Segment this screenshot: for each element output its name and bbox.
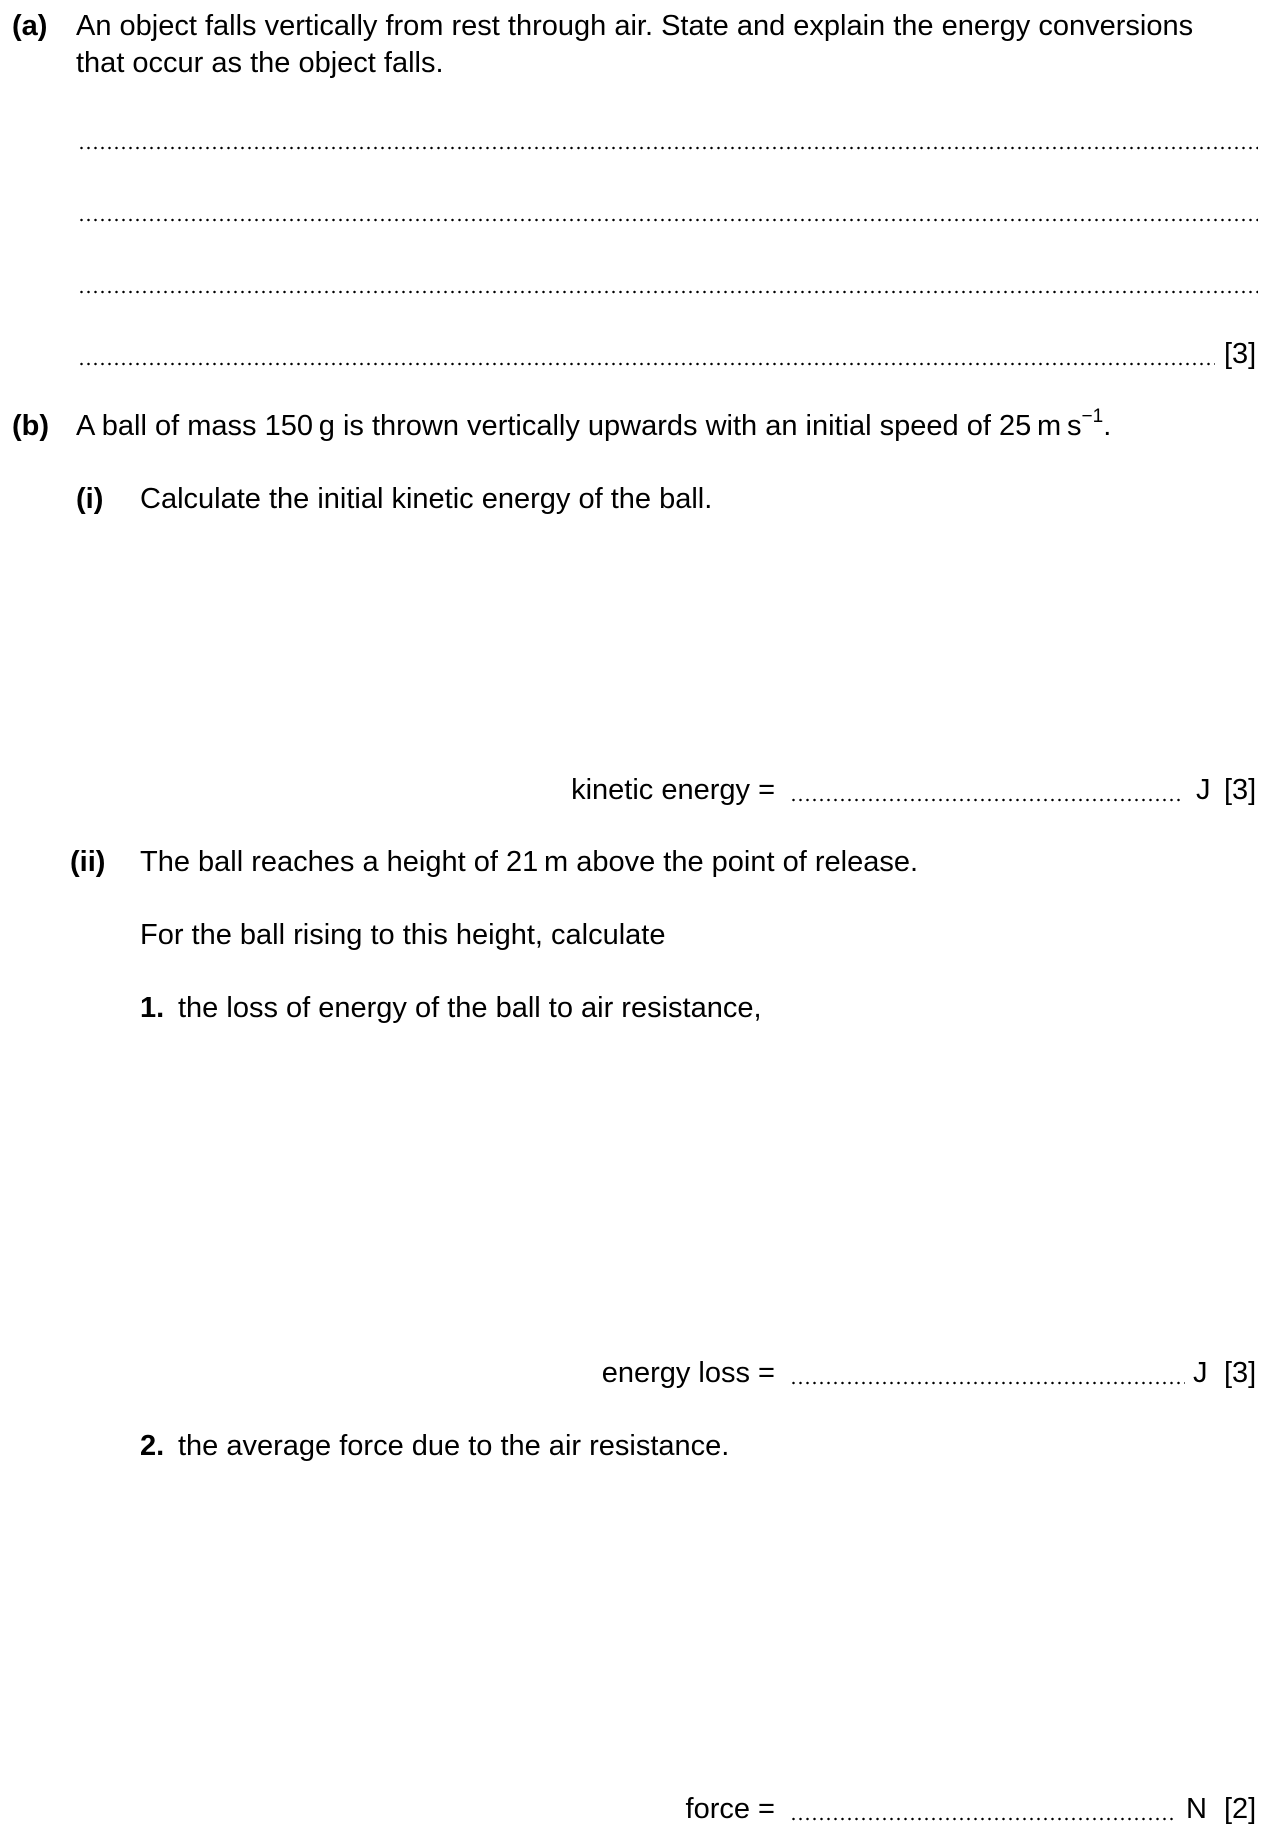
force-unit: N: [1186, 1793, 1207, 1825]
item-2-number: 2.: [140, 1430, 165, 1462]
sub-i-question: Calculate the initial kinetic energy of the ball.: [140, 483, 713, 515]
part-b-stem: [76, 408, 1111, 444]
part-a-label: (a): [12, 10, 48, 42]
kinetic-energy-answer-label: kinetic energy =: [571, 774, 775, 806]
answer-line-a2[interactable]: [78, 218, 1258, 222]
item-1-marks: [3]: [1224, 1357, 1257, 1389]
answer-line-a4[interactable]: [78, 362, 1215, 366]
part-b-stem-text: A ball of mass 150 g is thrown vertically upwards with an initial speed of 25 m s: [76, 410, 1082, 442]
item-1-number: 1.: [140, 992, 165, 1024]
part-b-stem-end: .: [1103, 410, 1112, 442]
item-2-text: the average force due to the air resistance.: [178, 1430, 730, 1462]
kinetic-energy-answer-field[interactable]: [790, 798, 1182, 802]
answer-line-a3[interactable]: [78, 290, 1258, 294]
sub-ii-instruction: For the ball rising to this height, calculate: [140, 919, 666, 951]
force-answer-label: force =: [685, 1793, 775, 1825]
sub-i-marks: [3]: [1224, 774, 1257, 806]
kinetic-energy-unit: J: [1196, 774, 1211, 806]
item-2-marks: [2]: [1224, 1793, 1257, 1825]
part-b-label: (b): [12, 410, 50, 442]
item-1-text: the loss of energy of the ball to air resistance,: [178, 992, 762, 1024]
part-b-stem-superscript: −1: [1081, 406, 1104, 428]
part-a-question-line1: An object falls vertically from rest through air. State and explain the energy conversions: [76, 10, 1194, 42]
sub-ii-question: The ball reaches a height of 21 m above the point of release.: [140, 846, 919, 878]
part-a-question-line2: that occur as the object falls.: [76, 47, 444, 79]
energy-loss-unit: J: [1193, 1357, 1208, 1389]
answer-line-a1[interactable]: [78, 146, 1258, 150]
sub-ii-label: (ii): [70, 846, 106, 878]
energy-loss-answer-field[interactable]: [790, 1381, 1185, 1385]
energy-loss-answer-label: energy loss =: [601, 1357, 775, 1389]
force-answer-field[interactable]: [790, 1817, 1175, 1821]
sub-i-label: (i): [76, 483, 104, 515]
part-a-marks: [3]: [1224, 338, 1257, 370]
